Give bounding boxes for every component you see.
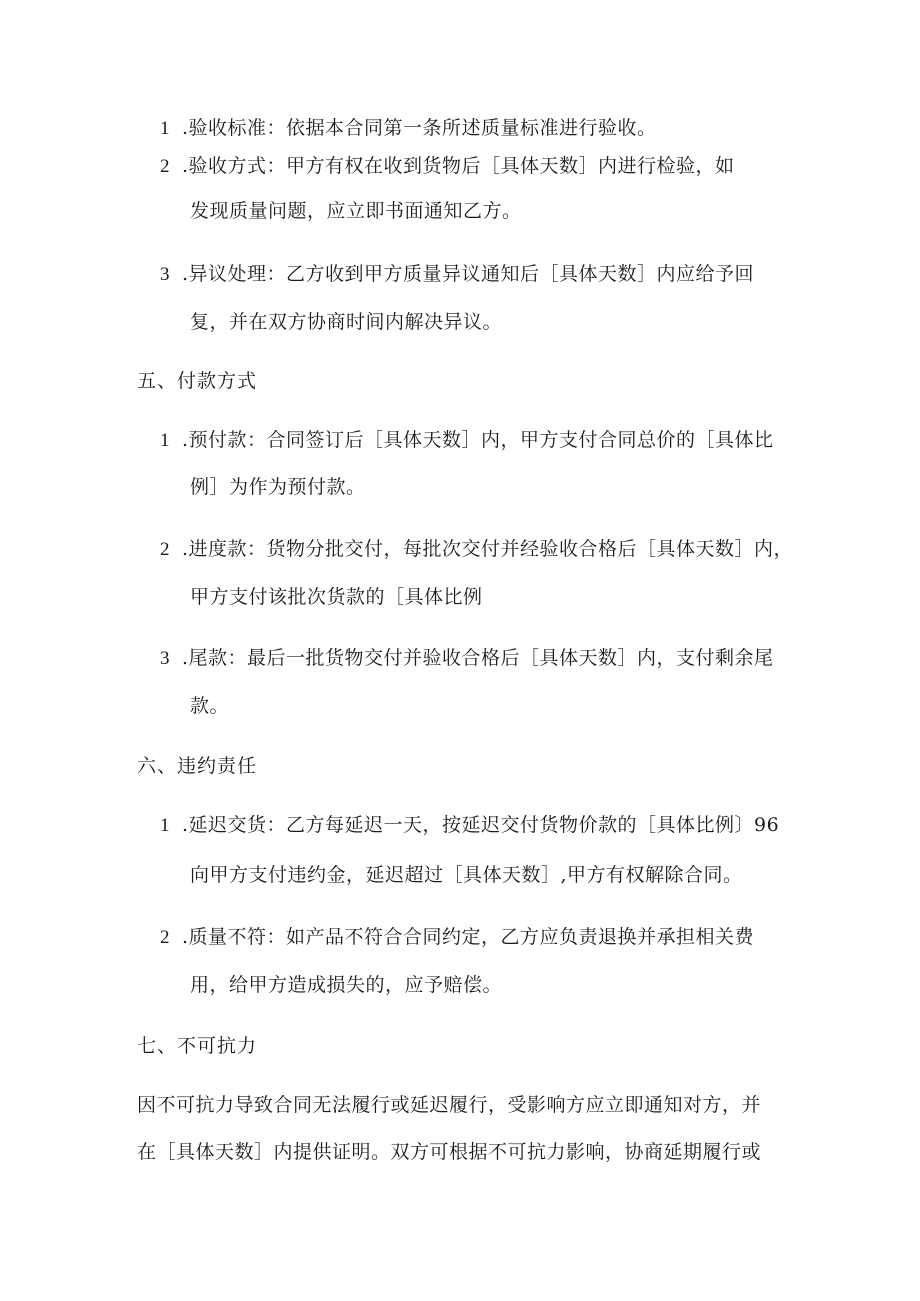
s6-item2-line1 [160,925,754,950]
s6-item2-num: 2 [160,927,170,948]
s4-item3-num: 3 [160,264,170,285]
s4-item1-num: 1 [160,118,170,139]
s7-para-line1: 因不可抗力导致合同无法履行或延迟履行，受影响方应立即通知对方，并 [137,1094,762,1116]
s6-item1-line1 [160,813,779,838]
s5-item3-text: .尾款：最后一批货物交付并验收合格后［具体天数］内，支付剩余尾 [182,647,774,669]
s6-item2-text: .质量不符：如产品不符合合同约定，乙方应负责退换并承担相关费 [182,926,755,948]
s5-item1-line2: 例］为作为预付款。 [190,476,366,498]
s4-item2-num: 2 [160,156,170,177]
s4-item3-line1 [160,262,754,287]
s5-item3-line2: 款。 [190,695,230,717]
s4-item2-line2: 发现质量问题，应立即书面通知乙方。 [190,200,522,222]
s4-item2-text: .验收方式：甲方有权在收到货物后［具体天数］内进行检验，如 [182,155,735,177]
s4-item1-text: .验收标准：依据本合同第一条所述质量标准进行验收。 [182,117,657,139]
s4-item2-line1 [160,154,735,179]
s5-item1-num: 1 [160,430,170,451]
s5-item2-line2: 甲方支付该批次货款的［具体比例 [190,586,483,608]
s6-item1-line2: 向甲方支付违约金，延迟超过［具体天数］,甲方有权解除合同。 [190,864,743,886]
section5-heading: 五、付款方式 [137,370,258,392]
s5-item2-line1 [160,537,793,562]
s5-item1-text: .预付款：合同签订后［具体天数］内，甲方支付合同总价的［具体比 [182,429,774,451]
s5-item2-num: 2 [160,539,170,560]
s7-para-line2: 在［具体天数］内提供证明。双方可根据不可抗力影响，协商延期履行或 [137,1141,762,1163]
s5-item3-line1 [160,646,774,671]
s6-item2-line2: 用，给甲方造成损失的，应予赔偿。 [190,974,503,996]
s4-item3-line2: 复，并在双方协商时间内解决异议。 [190,311,503,333]
section6-heading: 六、违约责任 [137,755,258,777]
s4-item3-text: .异议处理：乙方收到甲方质量异议通知后［具体天数］内应给予回 [182,263,755,285]
s6-item1-text: .延迟交货：乙方每延迟一天，按延迟交付货物价款的［具体比例〕96 [182,814,780,836]
s4-item1-line1 [160,116,657,141]
s5-item3-num: 3 [160,648,170,669]
section7-heading: 七、不可抗力 [137,1035,258,1057]
s6-item1-num: 1 [160,815,170,836]
s5-item2-text: .进度款：货物分批交付，每批次交付并经验收合格后［具体天数］内， [182,538,794,560]
s5-item1-line1 [160,428,774,453]
